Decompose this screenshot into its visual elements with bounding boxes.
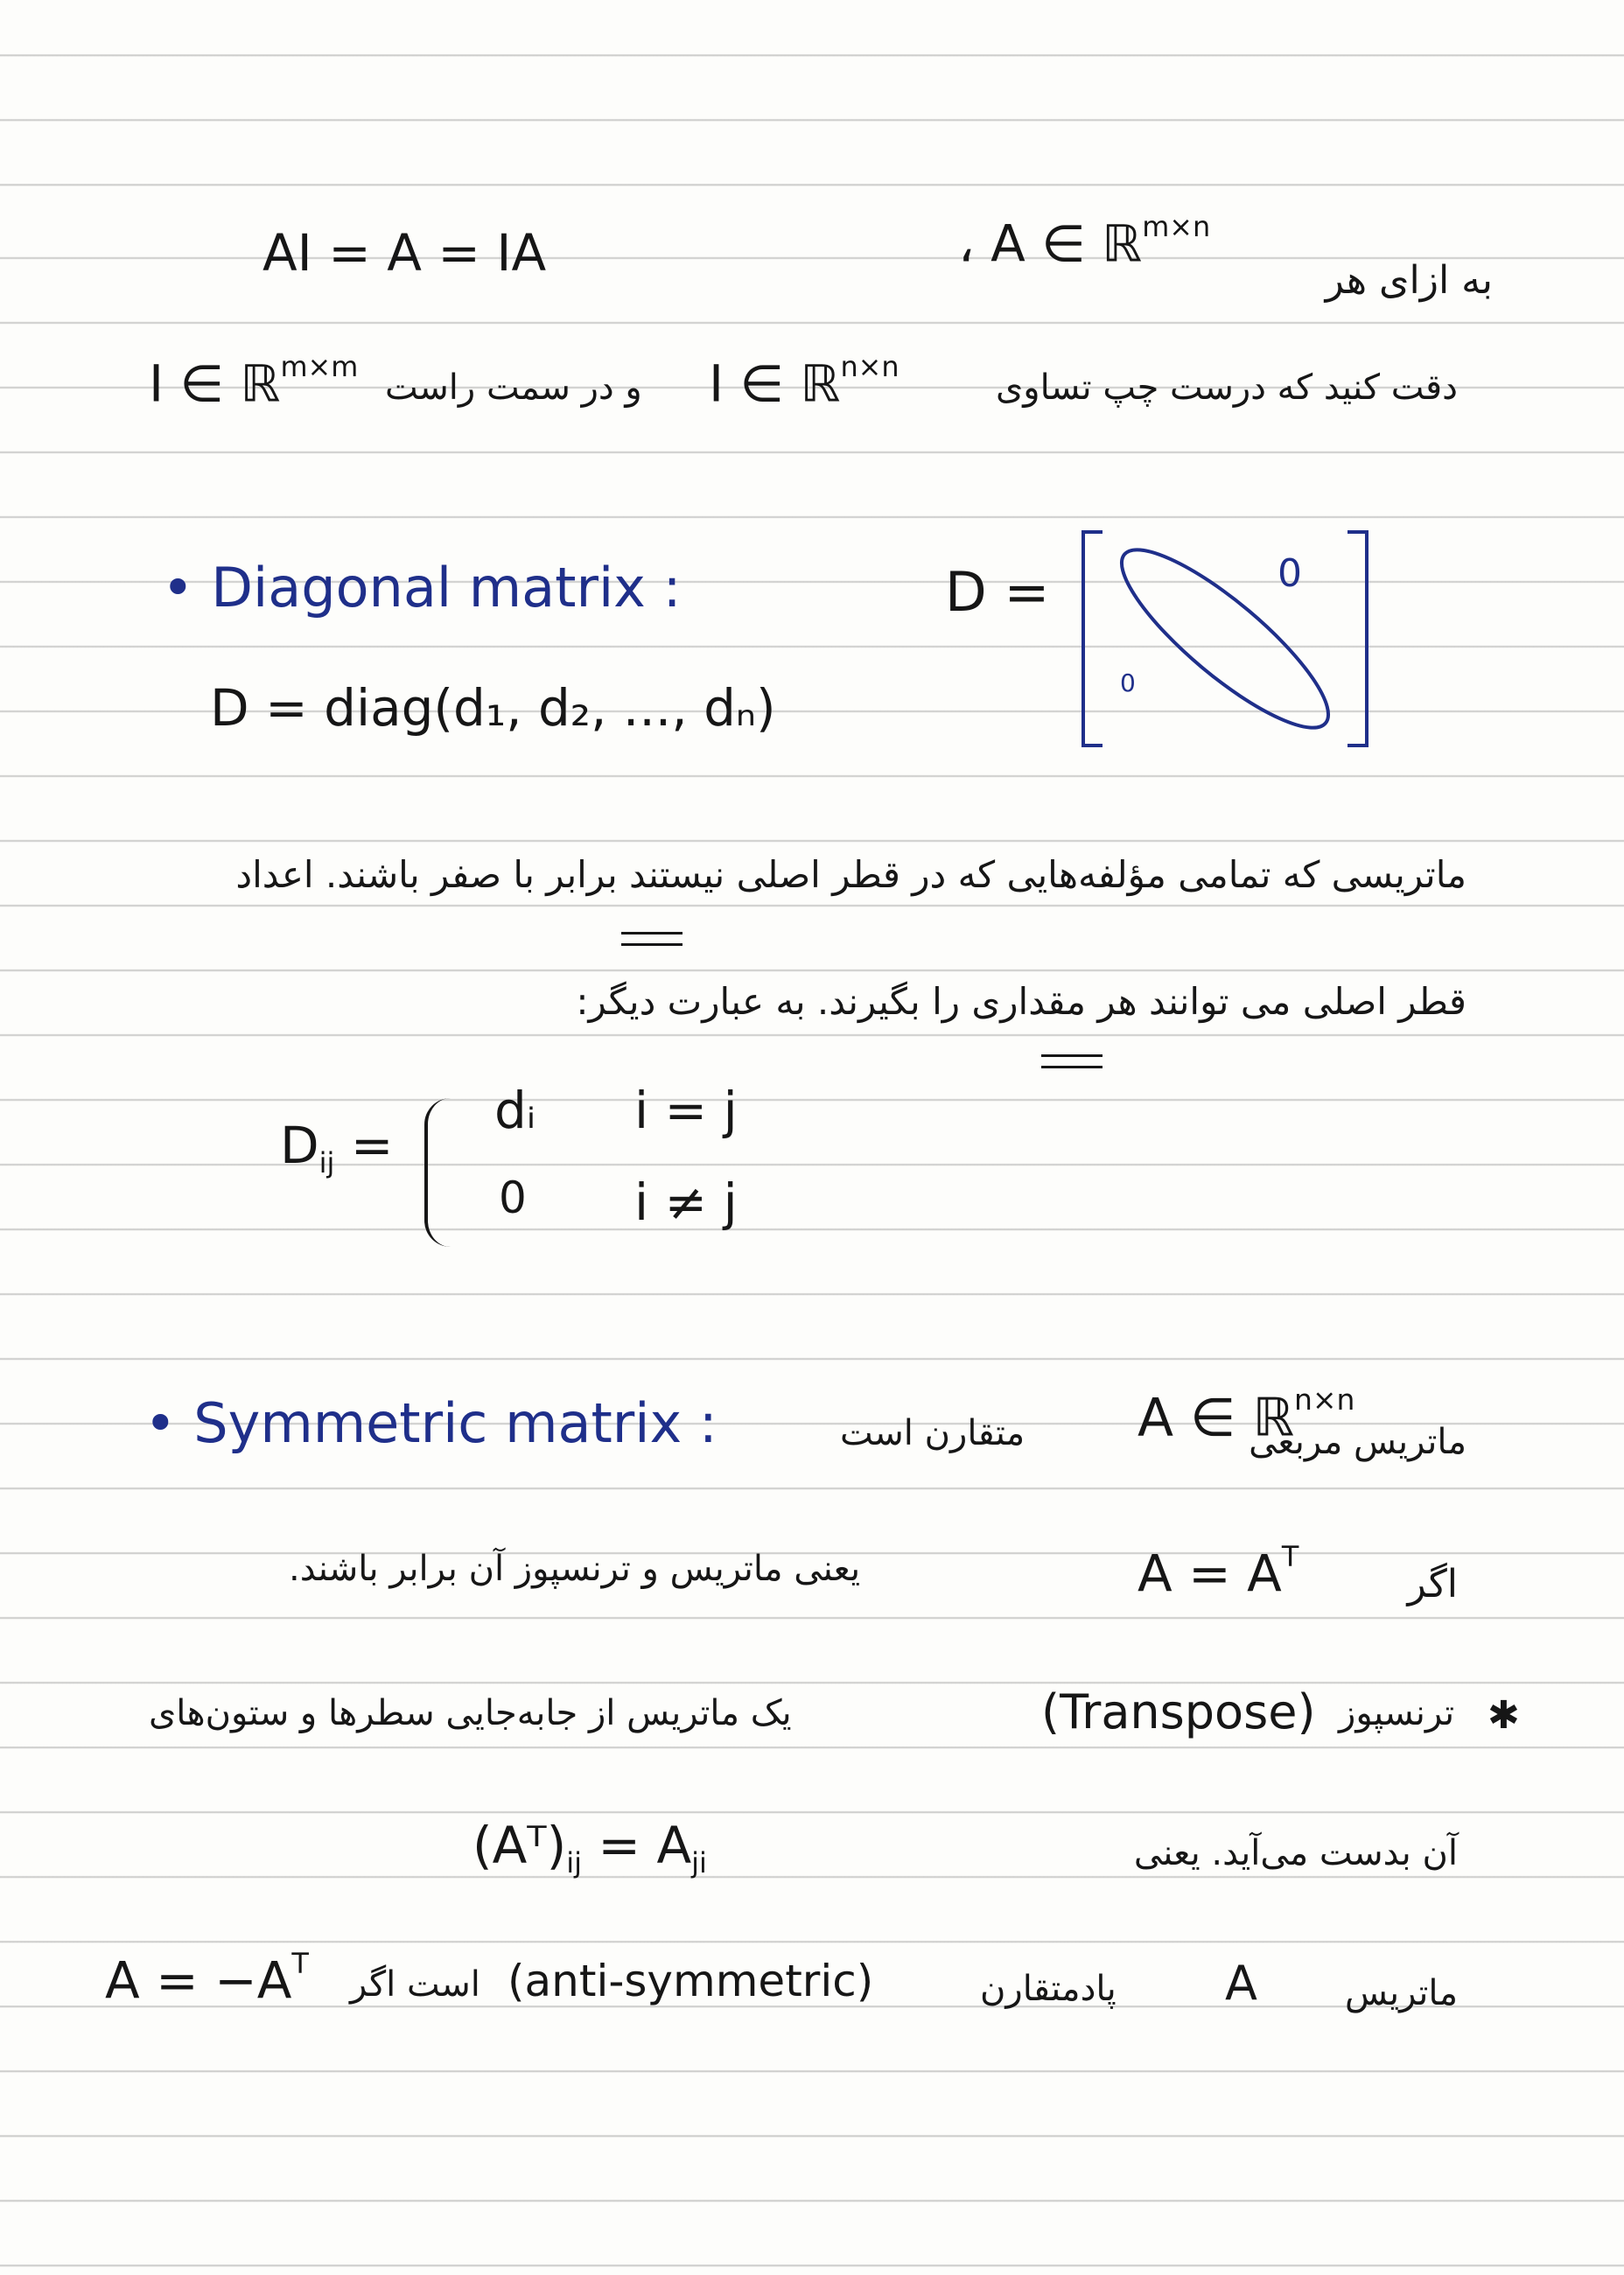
symmetric-cond-fa: اگر: [1407, 1562, 1458, 1606]
identity-text-fa: به ازای هر: [1325, 258, 1493, 303]
emphasis-mark-2: [1041, 1054, 1102, 1068]
note-mid-math-text: I ∈ ℝ: [709, 354, 841, 414]
note-mid-sup: n×n: [840, 350, 900, 383]
identity-sep: ،: [958, 214, 975, 274]
symmetric-cond-text: [289, 1549, 860, 1589]
identity-cond-text: [1326, 258, 1493, 303]
note-left-math-text: I ∈ ℝ: [149, 354, 281, 414]
antisym-text: [1345, 1973, 1458, 2013]
upper-zero: 0: [1278, 551, 1302, 596]
antisym-text2: [980, 1969, 1116, 2009]
transpose-line1-part2: [149, 1693, 792, 1733]
lower-zero: 0: [1120, 668, 1136, 697]
case1-cond: i = j: [634, 1081, 738, 1140]
diagonal-bullet: •: [162, 556, 194, 620]
transpose-formula-rhs-sub: ji: [691, 1846, 707, 1880]
diagonal-heading: [162, 556, 681, 620]
transpose-formula-lhs: (Aᵀ): [472, 1816, 567, 1875]
note-left-math: [149, 350, 358, 414]
transpose-formula-lhs-sub: ij: [566, 1846, 582, 1880]
symmetric-cond-text-fa: یعنی ماتریس و ترنسپوز آن برابر باشند.: [289, 1549, 861, 1589]
transpose-line2-text: [1134, 1833, 1458, 1873]
piecewise-case2-cond: [634, 1172, 738, 1232]
symmetric-math-sup: n×n: [1293, 1382, 1355, 1417]
note-mid-math: [709, 350, 900, 414]
antisym-text-fa3: است اگر: [350, 1964, 480, 2005]
transpose-line1-en: [1041, 1684, 1316, 1740]
identity-condition: [958, 210, 1210, 274]
note-text-fa2: و در سمت راست: [385, 368, 642, 408]
note-right-side-text: [385, 368, 642, 408]
antisym-letter: [1225, 1956, 1257, 2011]
diagonal-matrix-figure: [1068, 516, 1382, 752]
transpose-line1-fa2: یک ماتریس از جابه‌جایی سطرها و ستون‌های: [149, 1693, 792, 1733]
right-bracket: [1348, 532, 1367, 746]
symmetric-text-fa2: متقارن است: [840, 1413, 1026, 1453]
identity-equation: [262, 223, 546, 283]
star-icon: ✱: [1488, 1693, 1520, 1738]
transpose-star: [1488, 1693, 1520, 1738]
left-bracket: [1083, 532, 1102, 746]
symmetric-cond-sup: T: [1281, 1540, 1299, 1573]
case1-val: dᵢ: [494, 1081, 536, 1140]
identity-cond-math: A ∈ ℝ: [990, 214, 1143, 274]
symmetric-math-text: A ∈ ℝ: [1138, 1387, 1294, 1449]
piecewise-eq: =: [350, 1116, 394, 1175]
antisym-math: [105, 1947, 309, 2011]
diagonal-heading-text: Diagonal matrix :: [211, 556, 682, 620]
symmetric-heading-text: Symmetric matrix :: [193, 1391, 718, 1455]
diagonal-matrix-label-text: D =: [945, 560, 1050, 624]
symmetric-bullet: •: [144, 1391, 177, 1455]
piecewise-case2-val: [499, 1172, 527, 1223]
piecewise-case1-val: [494, 1081, 536, 1140]
transpose-line2-fa: آن بدست می‌آید. یعنی: [1133, 1833, 1458, 1873]
diagonal-matrix-label: [945, 560, 1049, 624]
case2-cond: i ≠ j: [634, 1172, 738, 1232]
antisym-en: [508, 1956, 873, 2006]
diagonal-def-text: D = diag(d₁, d₂, ..., dₙ): [210, 678, 776, 738]
piecewise-case1-cond: [634, 1081, 738, 1140]
identity-cond-sup: m×n: [1142, 210, 1211, 243]
transpose-en: (Transpose): [1041, 1684, 1316, 1740]
symmetric-cond-math: [1138, 1540, 1298, 1604]
diagonal-description-line2: [576, 980, 1466, 1023]
antisym-en-text: (anti-symmetric): [508, 1956, 874, 2006]
emphasis-mark-1: [621, 932, 682, 946]
antisym-text-fa: ماتریس: [1345, 1973, 1458, 2013]
diag-text-line1: ماتریسی که تمامی مؤلفه‌هایی که در قطر اصلی نیستند برابر با صفر باشند. اعداد: [235, 853, 1466, 896]
symmetric-cond: [1408, 1562, 1458, 1606]
note-left-sup: m×m: [280, 350, 359, 383]
antisym-text3: [350, 1964, 480, 2005]
diagonal-ellipse: [1101, 526, 1349, 751]
transpose-fa: ترنسپوز: [1339, 1693, 1455, 1733]
transpose-line1-fa: [1339, 1693, 1454, 1733]
case2-val: 0: [499, 1172, 527, 1223]
antisym-text-fa2: پادمتقارن: [980, 1969, 1116, 2009]
diagonal-description-line1: [235, 853, 1466, 896]
antisym-letter-text: A: [1225, 1956, 1257, 2011]
transpose-formula-rhs: = A: [598, 1816, 692, 1875]
transpose-formula: [472, 1816, 707, 1880]
piecewise-lhs: [280, 1116, 393, 1180]
identity-left-eq: AI = A = IA: [262, 223, 547, 283]
diagonal-definition: [210, 678, 776, 738]
symmetric-text-fa: ماتریس مربعی: [1249, 1422, 1466, 1462]
piecewise-brace: [424, 1098, 456, 1247]
piecewise-lhs-sub: ij: [318, 1146, 335, 1180]
symmetric-heading: [144, 1391, 718, 1455]
symmetric-text2: [840, 1413, 1025, 1453]
diag-text-line2: قطر اصلی می توانند هر مقداری را بگیرند. به عبارت دیگر:: [576, 980, 1466, 1023]
symmetric-text: [1249, 1422, 1466, 1462]
note-text-fa: دقت کنید که درست چپ تساوی: [995, 368, 1458, 408]
symmetric-cond-math-text: A = A: [1138, 1544, 1282, 1604]
note-text: [996, 368, 1458, 408]
antisym-math-text: A = −A: [105, 1950, 292, 2011]
piecewise-lhs-text: D: [280, 1116, 319, 1175]
antisym-math-sup: T: [291, 1947, 309, 1980]
